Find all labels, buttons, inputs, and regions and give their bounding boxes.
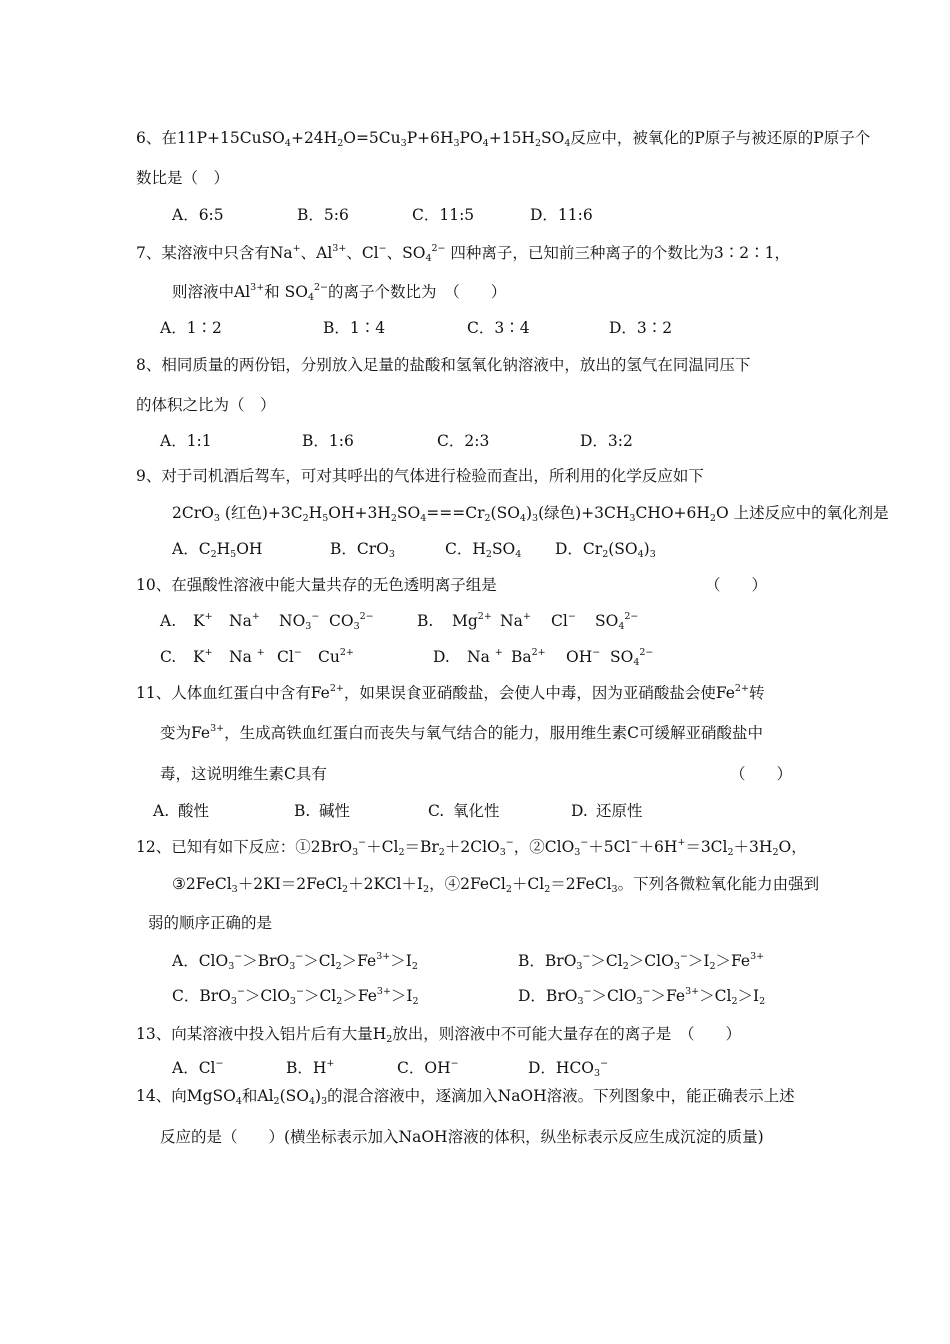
q14-stem-line-2: 反应的是（ ）(横坐标表示加入NaOH溶液的体积，纵坐标表示反应生成沉淀的质量) <box>160 1128 764 1146</box>
q13-option-c: C．OH− <box>397 1058 459 1077</box>
q11-stem-line-1: 11、人体血红蛋白中含有$Fe^{2+}$，如果误食亚硝酸盐，会使人中毒，因为亚硝酸盐会使$Fe^{2+}$转 <box>136 683 765 702</box>
q9-option-c: C．$H_2SO_4$ <box>445 540 522 560</box>
q8-option-a: A．1:1 <box>160 432 212 450</box>
q10-option-c-ion-2: Na + <box>229 647 265 666</box>
q12-option-a: A．$ClO_3^->BrO_3^->Cl_2>Fe^{3+}>I_2$ <box>172 951 418 972</box>
q11-option-b-text: 碱性 <box>319 802 351 820</box>
q11-option-a-label: A. <box>153 802 170 820</box>
q8-stem-line-2: 的体积之比为（ ） <box>136 396 276 414</box>
q10-option-b-ion-1: $Mg^{2+}$ <box>452 611 492 630</box>
q10-option-d-ion-3: OH− <box>566 647 601 666</box>
q13-option-a: A．Cl− <box>172 1058 224 1077</box>
q11-option-d-text: 还原性 <box>596 802 643 820</box>
q7-option-a: A．1∶2 <box>160 319 222 337</box>
q10-option-d-label: D. <box>433 648 450 666</box>
q8-option-d: D．3:2 <box>580 432 633 450</box>
q10-option-c-ion-3: Cl− <box>277 647 302 666</box>
q7-option-b: B．1∶4 <box>323 319 386 337</box>
q10-option-d-ion-1: Na + <box>467 647 503 666</box>
q14-stem-line-1: 14、向MgSO$_4$和$Al_2(SO_4)_3$的混合溶液中，逐滴加入NaOH溶液。下列图象中，能正确表示上述 <box>136 1087 795 1107</box>
q10-option-d-ion-2: $Ba^{2+}$ <box>511 647 546 666</box>
q10-option-c-label: C. <box>160 648 177 666</box>
q9-stem-line-2: 2CrO$_3$ (红色)$+3C_2H_5OH+3H_2SO_4===Cr_2(SO_4)_3$(绿色)$+3CH_3CHO+6H_2O$ 上述反应中的氧化剂是 <box>172 504 889 524</box>
q9-option-d: D．$Cr_2(SO_4)_3$ <box>555 540 656 560</box>
q12-option-b: B．$BrO_3^->Cl_2>ClO_3^->I_2>Fe^{3+}$ <box>518 951 765 972</box>
q10-option-b-label: B. <box>417 612 434 630</box>
q10-option-c-ion-1: K+ <box>193 647 213 666</box>
q12-stem-line-1: 12、已知有如下反应：$①2BrO_3^-+Cl_2=Br_2+2ClO_3^-$，$②ClO_3^-+5Cl^-+6H^+=3Cl_2+3H_2O$， <box>136 837 807 858</box>
q6-stem-line-2: 数比是（ ） <box>136 169 230 187</box>
q9-stem-line-1: 9、对于司机酒后驾车，可对其呼出的气体进行检验而查出，所利用的化学反应如下 <box>136 467 704 485</box>
q12-option-d: D．$BrO_3^->ClO_3^->Fe^{3+}>Cl_2>I_2$ <box>518 986 766 1007</box>
q6-option-c: C．11:5 <box>412 206 475 224</box>
q10-option-a-label: A. <box>160 612 177 630</box>
q12-stem-line-2: $③2FeCl_3+2KI=2FeCl_2+2KCl+I_2$，$④2FeCl_2+Cl_2=2FeCl_3$。下列各微粒氧化能力由强到 <box>172 875 820 895</box>
q7-option-c: C．3∶4 <box>467 319 530 337</box>
q11-option-c-text: 氧化性 <box>453 802 500 820</box>
q10-option-a-ion-4: $CO_3^{2-}$ <box>329 611 374 632</box>
q6-option-a: A．6:5 <box>172 206 224 224</box>
q9-option-b: B．CrO$_3$ <box>330 540 395 560</box>
q10-option-b-ion-2: Na+ <box>500 611 531 630</box>
q10-option-a-ion-2: Na+ <box>229 611 260 630</box>
q8-option-b: B．1:6 <box>302 432 354 450</box>
q6-option-d: D．11:6 <box>530 206 593 224</box>
q7-stem-line-1: 7、某溶液中只含有Na+、$Al^{3+}$、Cl−、$SO_4^{2-}$ 四种离子，已知前三种离子的个数比为3∶2∶1， <box>136 243 791 264</box>
q9-option-a: A．$C_2H_5OH$ <box>172 540 263 560</box>
q6-stem-line-1: 6、在$11P+15CuSO_4+24H_2O=5Cu_3P+6H_3PO_4+15H_2SO_4$反应中，被氧化的P原子与被还原的P原子个 <box>136 129 871 149</box>
q10-option-d-ion-4: $SO_4^{2-}$ <box>610 647 654 668</box>
q12-option-c: C．$BrO_3^->ClO_3^->Cl_2>Fe^{3+}>I_2$ <box>172 986 419 1007</box>
q7-option-d: D．3∶2 <box>609 319 673 337</box>
q11-option-d-label: D. <box>571 802 588 820</box>
q11-stem-line-3: 毒，这说明维生素C具有 <box>160 765 327 783</box>
q10-stem: 10、在强酸性溶液中能大量共存的无色透明离子组是 <box>136 576 497 594</box>
q10-option-a-ion-3: $NO_3^-$ <box>279 611 320 632</box>
q10-option-c-ion-4: $Cu^{2+}$ <box>318 647 354 666</box>
q10-option-a-ion-1: K+ <box>193 611 213 630</box>
q10-option-b-ion-4: $SO_4^{2-}$ <box>595 611 639 632</box>
q11-option-a-text: 酸性 <box>178 802 210 820</box>
q13-stem: 13、向某溶液中投入铝片后有大量$H_2$放出，则溶液中不可能大量存在的离子是 （ ） <box>136 1025 742 1045</box>
q13-option-d: D．$HCO_3^-$ <box>528 1058 609 1079</box>
q7-stem-line-2: 则溶液中$Al^{3+}$和 $SO_4^{2-}$的离子个数比为 （ ） <box>172 282 507 303</box>
q11-answer-paren: （ ） <box>730 765 793 783</box>
q8-option-c: C．2:3 <box>437 432 490 450</box>
q10-option-b-ion-3: Cl− <box>551 611 576 630</box>
q11-stem-line-2: 变为$Fe^{3+}$，生成高铁血红蛋白而丧失与氧气结合的能力，服用维生素C可缓解亚硝酸盐中 <box>160 723 763 742</box>
q11-option-b-label: B. <box>294 802 311 820</box>
q12-stem-line-3: 弱的顺序正确的是 <box>148 914 273 932</box>
q10-answer-paren: （ ） <box>705 576 768 594</box>
q8-stem-line-1: 8、相同质量的两份铝，分别放入足量的盐酸和氢氧化钠溶液中，放出的氢气在同温同压下 <box>136 356 751 374</box>
q13-option-b: B．H+ <box>286 1058 335 1077</box>
q11-option-c-label: C. <box>428 802 445 820</box>
q6-option-b: B．5:6 <box>297 206 349 224</box>
